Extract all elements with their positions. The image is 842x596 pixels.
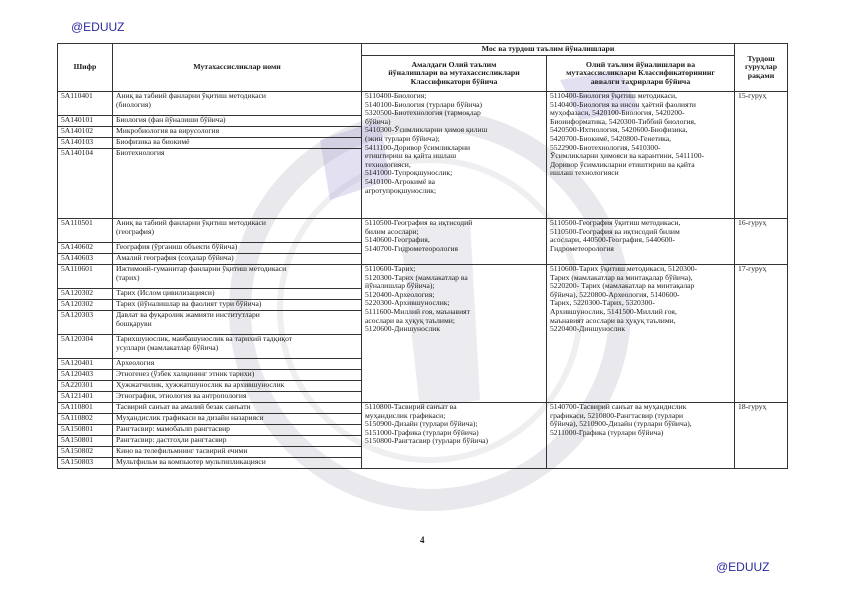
current-directions-cell: 5110400-Биология; 5140100-Биология (турлари бўйича) 5320500-Биотехнология (тармоқлар бўйича) 5410300-Ўсимликларни ҳимоя қилиш (экин турлари бўйича); 5411100-Доривор ўсимликларни етиштириш ва қайта ишлаш технологияси, 5141000-Тупроқшунослик; 5410100-Агрокимё ва агротупроқшунослик;: [362, 92, 547, 219]
specialty-code: 5A110802: [58, 414, 113, 425]
specialty-code: 5A150801: [58, 436, 113, 447]
table-row: [58, 403, 788, 414]
specialty-code: 5A140101: [58, 116, 113, 127]
specialty-name: Рангтасвир: дастгоҳли рангтасвир: [113, 436, 362, 447]
current-directions-cell: 5110500-География ва иқтисодий билим асослари; 5140600-География, 5140700-Гидрометеорология: [362, 219, 547, 265]
channel-tag-bottom: @EDUUZ: [716, 560, 770, 574]
specialty-name: Тарихшунослик, манбашунослик ва тарихий тадқиқот усуллари (мамлакатлар бўйича): [113, 335, 362, 359]
current-directions-cell: 5110600-Тарих; 5120300-Тарих (мамлакатлар ва йўналишлар бўйича); 5120400-Археология; 5220300-Архившунослик; 5111600-Миллий ғоя, маънавият асослари ва ҳуқуқ таълими; 5120600-Диншунослик: [362, 265, 547, 403]
header-code: Шифр: [58, 44, 113, 92]
previous-edition-cell: 5140700-Тасвирий санъат ва муҳандислик графикаси, 5210800-Рангтасвир (турлари бўйича), 5210900-Дизайн (турлари бўйича), 5211000-Графика (турлари бўйича): [547, 403, 735, 469]
table-row: [58, 265, 788, 289]
specialty-name: Тарих (йўналишлар ва фаолият тури бўйича): [113, 300, 362, 311]
specialty-name: Тарих (Ислом цивилизацияси): [113, 289, 362, 300]
group-number: 18-гуруҳ: [735, 403, 788, 469]
specialty-name: Кино ва телефильмнинг тасвирий ечими: [113, 447, 362, 458]
specialty-name: Амалий география (соҳалар бўйича): [113, 254, 362, 265]
specialty-code: 5A140603: [58, 254, 113, 265]
table-body: [58, 92, 788, 469]
specialty-code: 5A110401: [58, 92, 113, 116]
specialty-code: 5A110801: [58, 403, 113, 414]
previous-edition-cell: 5110400-Биология ўқитиш методикаси, 5140400-Биология ва инсон ҳаётий фаолияти муҳофазаси, 5420100-Биология, 5420200- Биоинформатика, 5420300-Тиббий биология, 5420500-Ихтиология, 5420600-Биофизика, 5420700-Биокимё, 5420800-Генетика, 5522900-Биотехнология, 5410300- Ўсимликларни ҳимояси ва карантини, 5411100- Доривор ўсимликларни етиштириш ва қайта ишлаш технологияси: [547, 92, 735, 219]
specialty-code: 5A121401: [58, 392, 113, 403]
specialty-code: 5A140602: [58, 243, 113, 254]
specialty-code: 5A120401: [58, 359, 113, 370]
page-number: 4: [420, 535, 425, 545]
specialty-name: Давлат ва фуқаролик жамияти институтлари бошқаруви: [113, 311, 362, 335]
specialty-name: Этнография, этнология ва антропология: [113, 392, 362, 403]
header-group: Турдош гуруҳлар рақами: [735, 44, 788, 92]
specialty-name: Ижтимоий-гуманитар фанларни ўқитиш методикаси (тарих): [113, 265, 362, 289]
specialty-name: География (ўрганиш объекти бўйича): [113, 243, 362, 254]
specialty-code: 5A140103: [58, 138, 113, 149]
specialty-code: 5A150801: [58, 425, 113, 436]
previous-edition-cell: 5110500-География ўқитиш методикаси, 5110500-География ва иқтисодий билим асослари, 440500-География, 5440600- Гидрометеорология: [547, 219, 735, 265]
specialty-name: Этногенез (ўзбек халқининг этник тарихи): [113, 370, 362, 381]
specialty-code: 5A150803: [58, 458, 113, 469]
specialty-code: 5A140102: [58, 127, 113, 138]
table-row: [58, 219, 788, 243]
specialty-name: Аниқ ва табиий фанларни ўқитиш методикаси (география): [113, 219, 362, 243]
specialty-name: Биофизика ва биокимё: [113, 138, 362, 149]
header-current: Амалдаги Олий таълим йўналишлари ва мутахассисликлари Классификатори бўйича: [362, 56, 547, 92]
specialty-name: Тасвирий санъат ва амалий безак санъати: [113, 403, 362, 414]
specialty-name: Рангтасвир: мамобаълп рангтасвир: [113, 425, 362, 436]
specialty-code: 5A140104: [58, 149, 113, 219]
specialty-code: 5A120302: [58, 300, 113, 311]
group-number: 16-гуруҳ: [735, 219, 788, 265]
specialty-name: Муҳандислик графикаси ва дизайн назарияси: [113, 414, 362, 425]
specialties-table: [57, 43, 788, 469]
specialty-code: 5A150802: [58, 447, 113, 458]
specialty-name: Биотехнология: [113, 149, 362, 219]
specialty-code: 5A110601: [58, 265, 113, 289]
group-number: 15-гуруҳ: [735, 92, 788, 219]
table-row: [58, 92, 788, 116]
specialty-name: Биология (фан йўналиши бўйича): [113, 116, 362, 127]
specialty-code: 5A120403: [58, 370, 113, 381]
specialty-code: 5A220301: [58, 381, 113, 392]
specialty-code: 5A120303: [58, 311, 113, 335]
specialty-code: 5A120304: [58, 335, 113, 359]
specialty-code: 5A120302: [58, 289, 113, 300]
channel-tag-top: @EDUUZ: [71, 20, 125, 34]
specialty-name: Археология: [113, 359, 362, 370]
specialty-code: 5A110501: [58, 219, 113, 243]
previous-edition-cell: 5110600-Тарих ўқитиш методикаси, 5120300- Тарих (мамлакатлар ва минтақалар бўйича), 5220200- Тарих (мамлакатлар ва минтақалар бўйича), 5220800-Археология, 5140600- Тарих, 5220300-Тарих, 5320300- Архившунослик, 5141500-Миллий ғоя, маънавият асослари ва ҳуқуқ таълими, 5220400-Диншунослик: [547, 265, 735, 403]
header-matching: Мос ва турдош таълим йўналишлари: [362, 44, 735, 56]
header-edited: Олий таълим йўналишлари ва мутахассисликлари Классификаторининг аввалги таҳрирлари бўйича: [547, 56, 735, 92]
specialty-name: Микробиология ва вирусология: [113, 127, 362, 138]
group-number: 17-гуруҳ: [735, 265, 788, 403]
current-directions-cell: 5110800-Тасвирий санъат ва муҳандислик графикаси; 5150900-Дизайн (турлари бўйича); 5151000-Графика (турлари бўйича) 5150800-Рангтасвир (турлари бўйича): [362, 403, 547, 469]
specialty-name: Аниқ ва табиий фанларни ўқитиш методикаси (биология): [113, 92, 362, 116]
header-name: Мутахассисликлар номи: [113, 44, 362, 92]
specialty-name: Ҳужжатчилик, ҳужжатшунослик ва архившунослик: [113, 381, 362, 392]
specialty-name: Мультфильм ва компьютер мультипликацияси: [113, 458, 362, 469]
